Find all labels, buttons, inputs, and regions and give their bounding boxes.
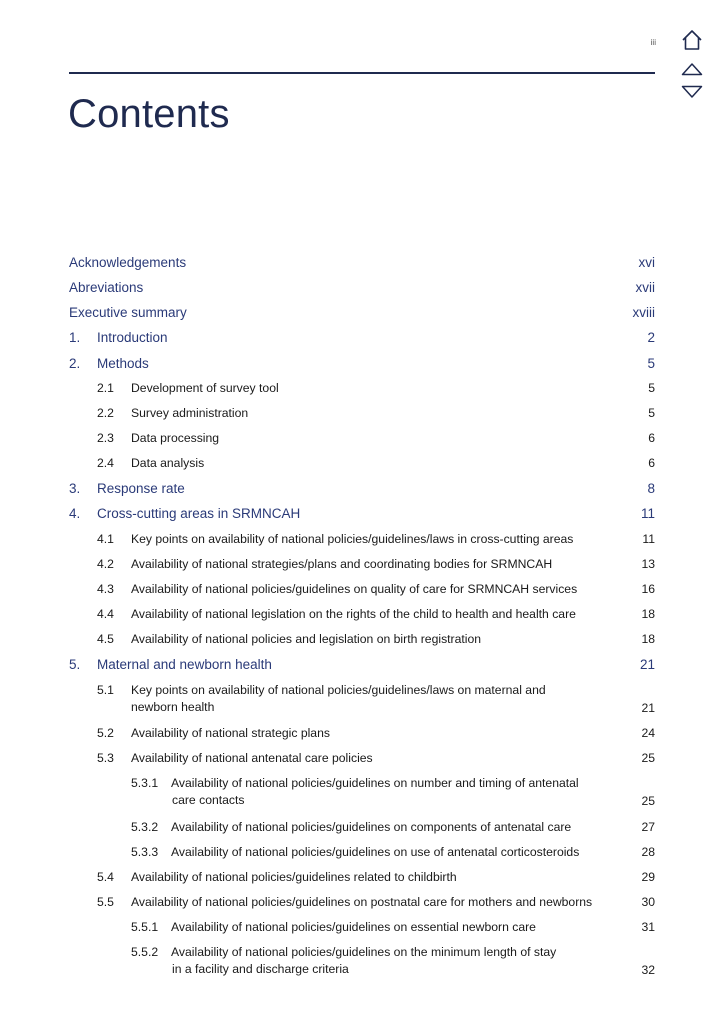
toc-label-line-2: newborn health — [131, 700, 215, 714]
toc-page: 18 — [641, 632, 655, 646]
toc-number: 5.3.2 — [131, 820, 159, 834]
toc-page: 29 — [641, 870, 655, 884]
toc-number: 2. — [69, 356, 81, 371]
toc-label — [131, 683, 546, 714]
toc-label — [171, 945, 556, 976]
toc-label: Data processing — [131, 431, 220, 445]
toc-page: xviii — [632, 305, 655, 320]
toc-label-line-1: Availability of national policies/guidelines on number and timing of antenatal — [171, 776, 579, 790]
toc-label: Introduction — [97, 330, 168, 345]
toc-page: 5 — [647, 356, 655, 371]
toc-number: 4.2 — [97, 557, 114, 571]
toc-page: 32 — [641, 963, 655, 977]
toc-page: 28 — [641, 845, 655, 859]
toc-label-line-1: Key points on availability of national policies/guidelines/laws on maternal and — [131, 683, 546, 697]
toc-number: 4.4 — [97, 607, 114, 621]
toc-number: 2.3 — [97, 431, 114, 445]
toc-label: Survey administration — [131, 406, 249, 420]
toc-number: 2.4 — [97, 456, 114, 470]
toc-page: 24 — [641, 726, 655, 740]
toc-page: 27 — [641, 820, 655, 834]
toc-label: Key points on availability of national policies/guidelines/laws in cross-cutting areas — [131, 532, 574, 546]
toc-page: 16 — [641, 582, 655, 596]
toc-number: 2.2 — [97, 406, 114, 420]
toc-number: 3. — [69, 481, 81, 496]
toc-label — [171, 776, 579, 807]
toc-page: 2 — [647, 330, 655, 345]
toc-number: 5.3.1 — [131, 776, 159, 790]
toc-page: 25 — [641, 751, 655, 765]
toc-number: 4.1 — [97, 532, 114, 546]
page-number: iii — [650, 38, 656, 47]
toc-page: 21 — [639, 657, 655, 672]
toc-page: 11 — [640, 506, 655, 521]
toc-label: Availability of national policies/guidelines on quality of care for SRMNCAH services — [131, 582, 578, 596]
toc-label: Response rate — [97, 481, 185, 496]
toc-number: 5. — [69, 657, 81, 672]
toc-page: 31 — [641, 920, 655, 934]
toc-label: Availability of national policies and legislation on birth registration — [131, 632, 482, 646]
toc-label: Availability of national strategic plans — [131, 726, 330, 740]
toc-page: xvi — [638, 255, 655, 270]
toc-number: 1. — [69, 330, 81, 345]
toc-label: Availability of national policies/guidelines on essential newborn care — [171, 920, 536, 934]
toc-number: 5.5.1 — [131, 920, 159, 934]
toc-label: Acknowledgements — [69, 255, 187, 270]
toc-label: Availability of national policies/guidelines related to childbirth — [131, 870, 457, 884]
toc-number: 4.3 — [97, 582, 114, 596]
toc-page: 25 — [641, 794, 655, 808]
toc-label-line-1: Availability of national policies/guidelines on the minimum length of stay — [171, 945, 557, 959]
toc-page: 11 — [642, 532, 655, 546]
toc-page: 8 — [647, 481, 655, 496]
toc-label: Availability of national policies/guidelines on postnatal care for mothers and newborns — [131, 895, 593, 909]
toc-label-line-2: care contacts — [172, 793, 245, 807]
toc-label: Availability of national strategies/plans and coordinating bodies for SRMNCAH — [131, 557, 553, 571]
toc-page: 30 — [641, 895, 655, 909]
toc-number: 5.5 — [97, 895, 114, 909]
toc-label: Availability of national policies/guidelines on components of antenatal care — [171, 820, 572, 834]
toc-label: Executive summary — [69, 305, 187, 320]
toc-page: 21 — [641, 701, 655, 715]
toc-page: xvii — [635, 280, 655, 295]
toc-label: Availability of national policies/guidelines on use of antenatal corticosteroids — [171, 845, 580, 859]
toc-label-line-2: in a facility and discharge criteria — [172, 962, 349, 976]
toc-label: Data analysis — [131, 456, 205, 470]
toc-number: 5.3 — [97, 751, 114, 765]
toc-number: 5.4 — [97, 870, 114, 884]
toc-label: Availability of national antenatal care policies — [131, 751, 373, 765]
toc-page: 18 — [641, 607, 655, 621]
toc-number: 4.5 — [97, 632, 114, 646]
toc-number: 4. — [69, 506, 81, 521]
toc-number: 2.1 — [97, 381, 114, 395]
toc-number: 5.1 — [97, 683, 114, 697]
toc-page: 5 — [648, 406, 655, 420]
toc-label: Availability of national legislation on the rights of the child to health and health care — [131, 607, 576, 621]
toc-page: 5 — [648, 381, 655, 395]
toc-label: Cross-cutting areas in SRMNCAH — [97, 506, 301, 521]
toc-page: 13 — [641, 557, 655, 571]
toc-label: Maternal and newborn health — [97, 657, 272, 672]
toc-number: 5.5.2 — [131, 945, 159, 959]
toc-label: Development of survey tool — [131, 381, 279, 395]
toc-page: 6 — [648, 431, 655, 445]
toc-page: 6 — [648, 456, 655, 470]
toc-number: 5.2 — [97, 726, 114, 740]
toc-number: 5.3.3 — [131, 845, 159, 859]
toc-label: Abreviations — [69, 280, 144, 295]
toc-label: Methods — [97, 356, 149, 371]
page-title: Contents — [68, 92, 230, 136]
